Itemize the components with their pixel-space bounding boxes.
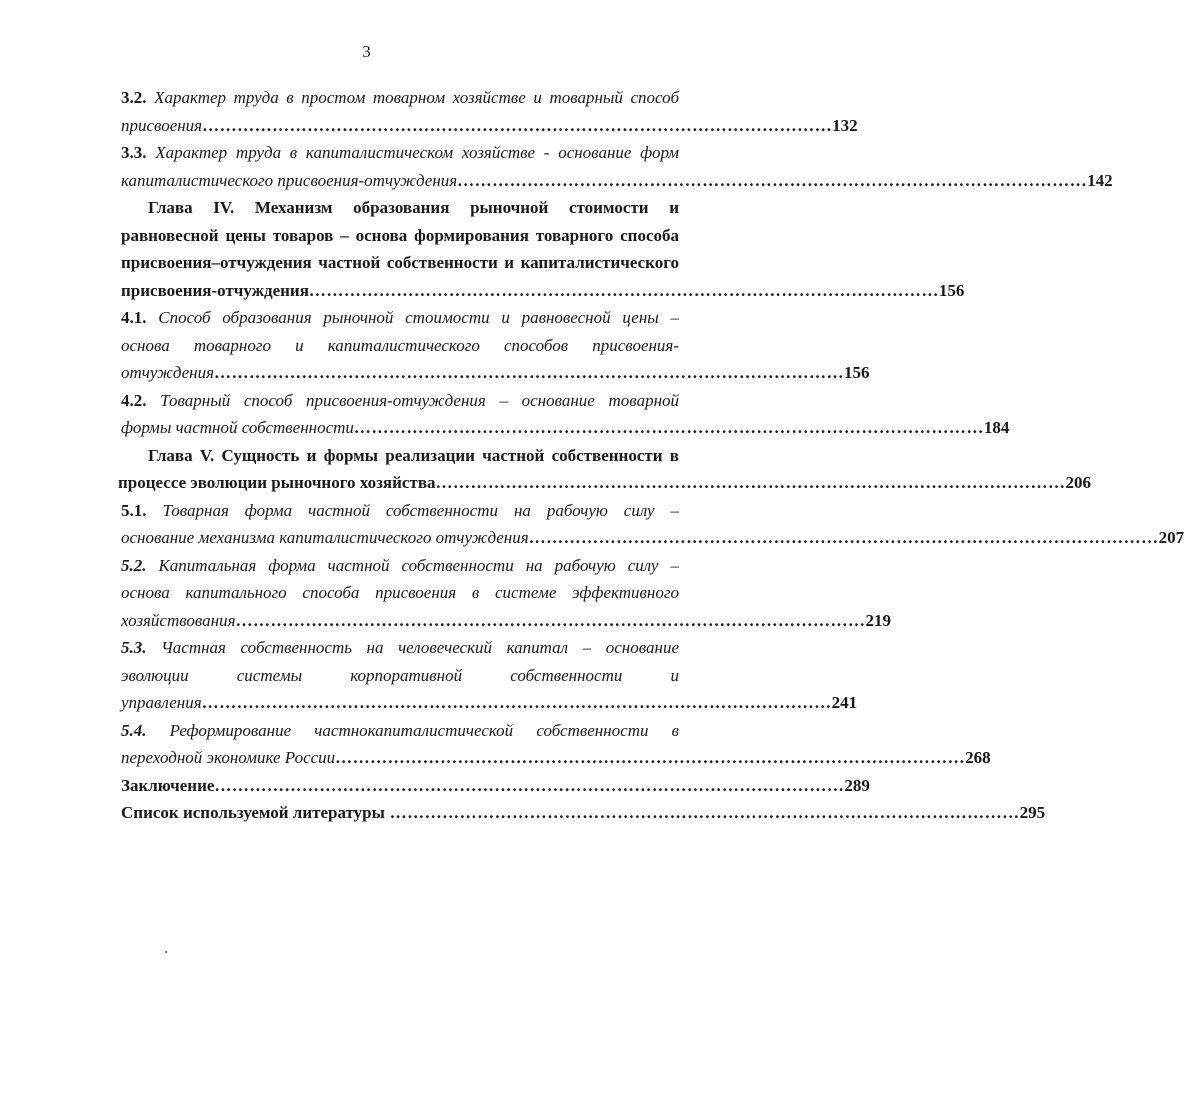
page-number: 3	[362, 42, 371, 61]
toc-chapter-5-line2	[118, 469, 1092, 497]
toc-entry-5-1-line1	[121, 497, 679, 525]
toc-entry-title: Характер труда в капиталистическом хозяйстве - основание форм	[155, 143, 680, 162]
toc-entry-number: 3.3.	[121, 143, 147, 162]
toc-entry-title: основание механизма капиталистического отчуждения	[121, 528, 529, 547]
toc-conclusion	[121, 772, 870, 800]
leader-dots: ………………………………………………………………………………………………	[214, 775, 845, 795]
toc-page-ref: 142	[1087, 170, 1113, 190]
toc-chapter-title: процессе эволюции рыночного хозяйства	[118, 473, 436, 492]
toc-entry-title: присвоения	[121, 115, 203, 135]
leader-dots: ………………………………………………………………………………………………	[335, 748, 966, 767]
toc-entry-number: 4.2.	[121, 390, 147, 410]
toc-entry-title: формы частной собственности	[121, 418, 354, 437]
toc-entry-4-2-line1	[121, 387, 679, 415]
toc-entry-5-3-line3	[121, 689, 858, 717]
toc-entry-number: 5.4.	[121, 720, 147, 740]
toc-page-ref: 207	[1158, 528, 1184, 547]
toc-entry-title: Заключение	[121, 775, 215, 795]
leader-dots: ………………………………………………………………………………………………	[235, 610, 866, 630]
toc-entry-title: управления	[121, 693, 202, 712]
toc-entry-title: Товарный способ присвоения-отчуждения – основание товарной	[160, 390, 679, 410]
leader-dots: ………………………………………………………………………………………………	[202, 115, 833, 135]
toc-entry-5-3-line1	[121, 634, 679, 662]
toc-entry-5-2-line2: основа капитального способа присвоения в системе эффективного	[121, 583, 679, 602]
toc-entry-title: хозяйствования	[121, 610, 236, 630]
toc-page-ref: 132	[832, 115, 858, 135]
toc-entry-3-3-line1	[121, 139, 679, 167]
toc-entry-title: Способ образования рыночной стоимости и равновесной цены –	[158, 308, 680, 327]
toc-references	[121, 799, 1046, 827]
toc-entry-title: капиталистического присвоения-отчуждения	[121, 170, 458, 190]
toc-entry-number: 5.1.	[121, 500, 147, 520]
toc-chapter-4-line2: равновесной цены товаров – основа формирования товарного способа	[121, 225, 679, 245]
toc-page-ref: 156	[844, 363, 870, 382]
toc-chapter-title: присвоения-отчуждения	[121, 280, 309, 300]
leader-dots: ………………………………………………………………………………………………	[384, 803, 1020, 822]
toc-page-ref: 289	[844, 775, 870, 795]
toc-entry-number: 5.3.	[121, 638, 147, 657]
leader-dots: ………………………………………………………………………………………………	[201, 693, 832, 712]
leader-dots: ………………………………………………………………………………………………	[308, 280, 939, 300]
toc-entry-5-4-line2	[121, 744, 991, 772]
leader-dots: ………………………………………………………………………………………………	[457, 170, 1088, 190]
toc-entry-5-2-line3	[121, 607, 892, 635]
toc-entry-3-2-line1	[121, 84, 679, 112]
toc-entry-4-1-line1	[121, 304, 679, 332]
toc-entry-5-2-line1	[121, 552, 679, 580]
toc-entry-4-1-line2: основа товарного и капиталистического способов присвоения-	[121, 335, 679, 355]
leader-dots: ………………………………………………………………………………………………	[528, 528, 1159, 547]
toc-entry-title: Частная собственность на человеческий капитал – основание	[161, 638, 679, 657]
leader-dots: ………………………………………………………………………………………………	[435, 473, 1066, 492]
leader-dots: ………………………………………………………………………………………………	[353, 418, 984, 437]
toc-entry-3-3-line2	[121, 167, 1113, 195]
scan-speck	[165, 951, 167, 953]
table-of-contents	[118, 84, 1184, 827]
toc-page-ref: 241	[831, 693, 858, 712]
toc-entry-5-1-line2	[121, 524, 1184, 552]
toc-chapter-4-line1: Глава IV. Механизм образования рыночной стоимости и	[148, 198, 679, 217]
toc-entry-title: Характер труда в простом товарном хозяйстве и товарный способ	[154, 88, 679, 107]
toc-page-ref: 156	[938, 280, 965, 300]
toc-entry-title: Список используемой литературы	[121, 803, 385, 822]
toc-entry-number: 5.2.	[121, 555, 147, 575]
toc-entry-number: 3.2.	[121, 88, 147, 107]
toc-entry-title: Капитальная форма частной собственности на рабочую силу –	[158, 555, 679, 575]
toc-chapter-5-line1: Глава V. Сущность и формы реализации частной собственности в	[148, 445, 679, 465]
toc-entry-title: Товарная форма частной собственности на рабочую силу –	[162, 500, 679, 520]
toc-page-ref: 268	[965, 748, 991, 767]
toc-entry-5-3-line2: эволюции системы корпоративной собственности и	[121, 665, 679, 685]
toc-chapter-4-line4	[121, 277, 965, 305]
toc-entry-title: отчуждения	[121, 363, 215, 382]
toc-page-ref: 219	[865, 610, 892, 630]
toc-entry-title: Реформирование частнокапиталистической собственности в	[169, 720, 680, 740]
toc-page-ref: 184	[983, 418, 1010, 437]
toc-entry-5-4-line1	[121, 717, 679, 745]
leader-dots: ………………………………………………………………………………………………	[214, 363, 845, 382]
toc-page-ref: 206	[1065, 473, 1092, 492]
toc-entry-number: 4.1.	[121, 308, 147, 327]
toc-entry-title: переходной экономике России	[121, 748, 336, 767]
toc-entry-4-1-line3	[121, 359, 870, 387]
toc-chapter-4-line3: присвоения–отчуждения частной собственности и капиталистического	[121, 253, 679, 272]
toc-page-ref: 295	[1019, 803, 1046, 822]
toc-entry-4-2-line2	[121, 414, 1010, 442]
toc-entry-3-2-line2	[121, 112, 858, 140]
